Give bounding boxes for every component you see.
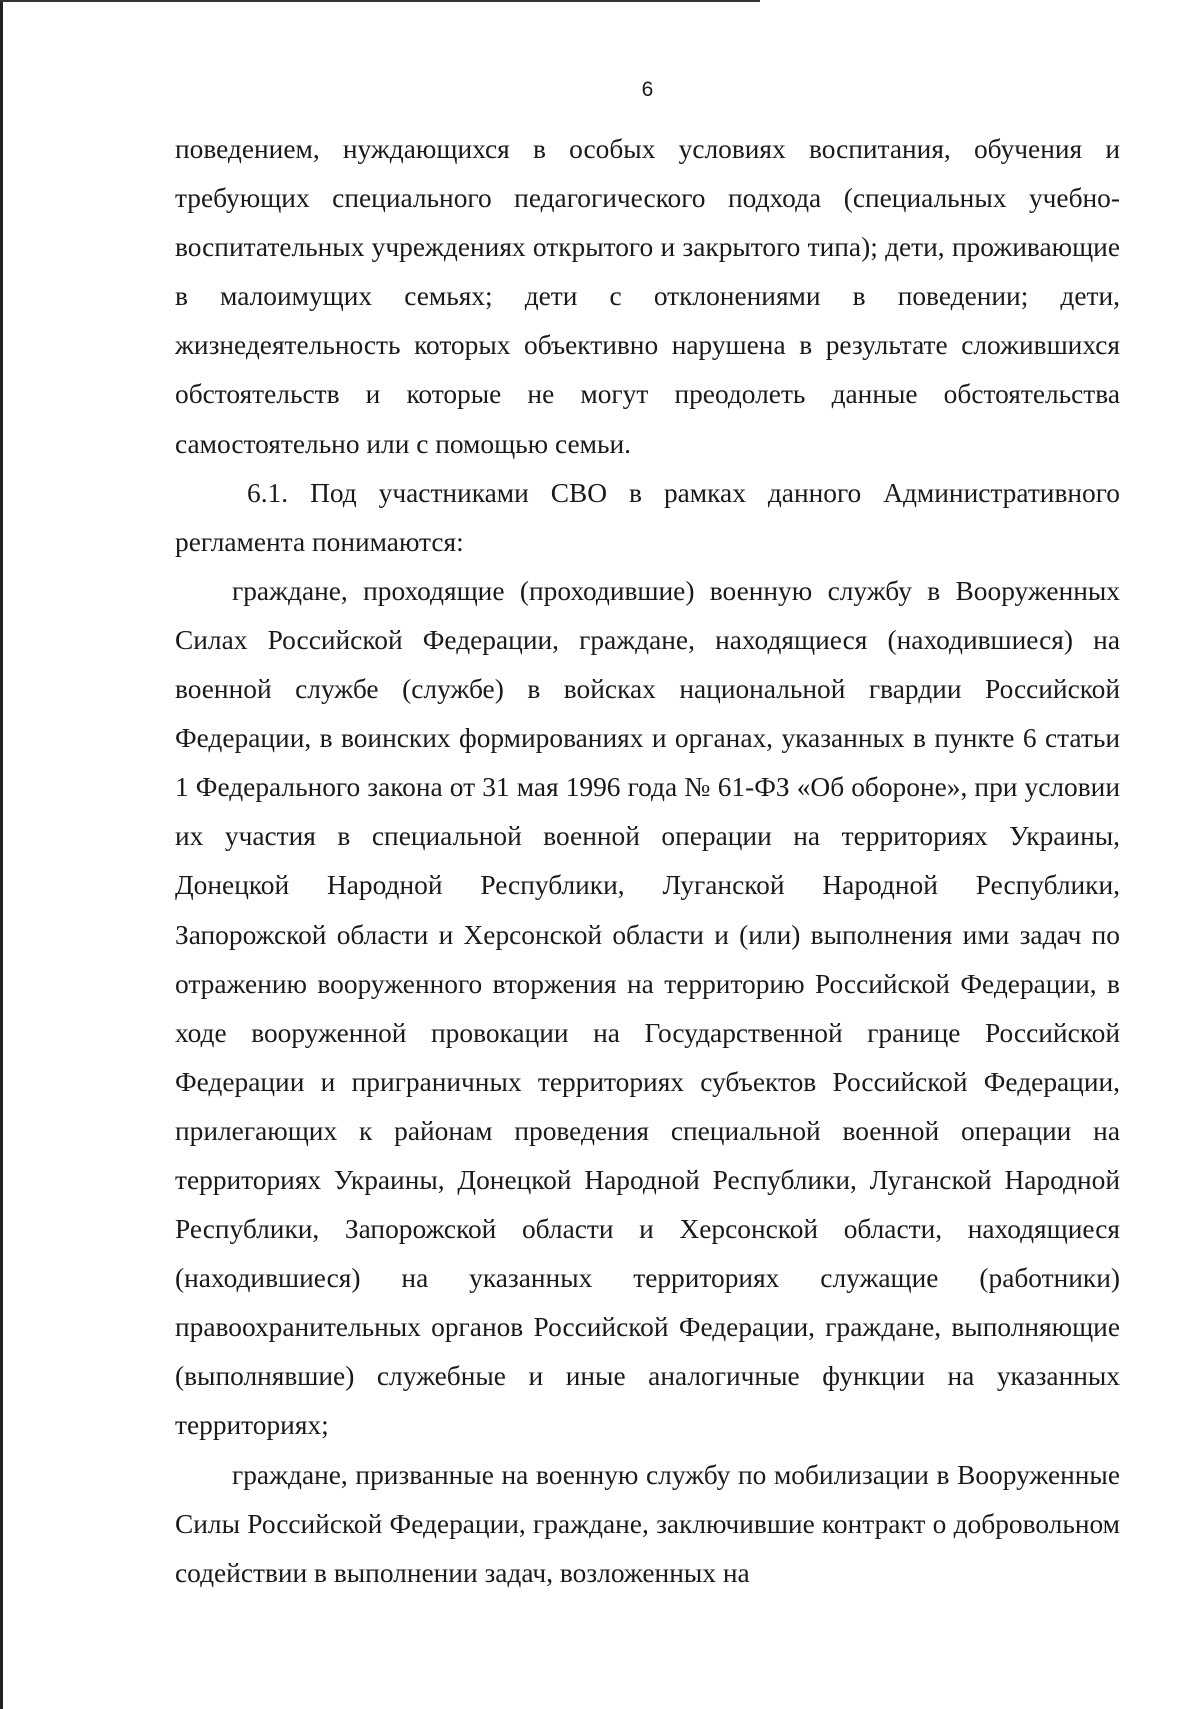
paragraph-svo-participants-1: граждане, проходящие (проходившие) военную службу в Вооруженных Силах Российской Федерации, граждане, находящиеся (находившиеся) на военной службе (службе) в войсках национальной гвардии Российской Федерации, в воинских формированиях и органах, указанных в пункте 6 статьи 1 Федерального закона от 31 мая 1996 года № 61-ФЗ «Об обороне», при условии их участия в специальной военной операции на территориях Украины, Донецкой Народной Республики, Луганской Народной Республики, Запорожской области и Херсонской области и (или) выполнения ими задач по отражению вооруженного вторжения на территорию Российской Федерации, в ходе вооруженной провокации на Государственной границе Российской Федерации и приграничных территориях субъектов Российской Федерации, прилегающих к районам проведения специальной военной операции на территориях Украины, Донецкой Народной Республики, Луганской Народной Республики, Запорожской области и Херсонской области, находящиеся (находившиеся) на указанных территориях служащие (работники) правоохранительных органов Российской Федерации, граждане, выполняющие (выполнявшие) служебные и иные аналогичные функции на указанных территориях; xyxy=(175,575,1120,1441)
scan-edge-top xyxy=(0,0,760,2)
paragraph-continuation: поведением, нуждающихся в особых условиях воспитания, обучения и требующих специального педагогического подхода (специальных учебно-воспитательных учреждениях открытого и закрытого типа); дети, проживающие в малоимущих семьях; дети с отклонениями в поведении; дети, жизнедеятельность которых объективно нарушена в результате сложившихся обстоятельств и которые не могут преодолеть данные обстоятельства самостоятельно или с помощью семьи. xyxy=(175,134,1120,459)
page-number: 6 xyxy=(641,78,654,101)
paragraph-svo-participants-2: граждане, призванные на военную службу по мобилизации в Вооруженные Силы Российской Федерации, граждане, заключившие контракт о добровольном содействии в выполнении задач, возложенных на xyxy=(175,1459,1120,1588)
paragraph-section-6-1: 6.1. Под участниками СВО в рамках данного Административного регламента понимаются: xyxy=(175,477,1120,557)
document-body xyxy=(175,125,1120,1598)
scan-edge-left xyxy=(0,0,3,1709)
